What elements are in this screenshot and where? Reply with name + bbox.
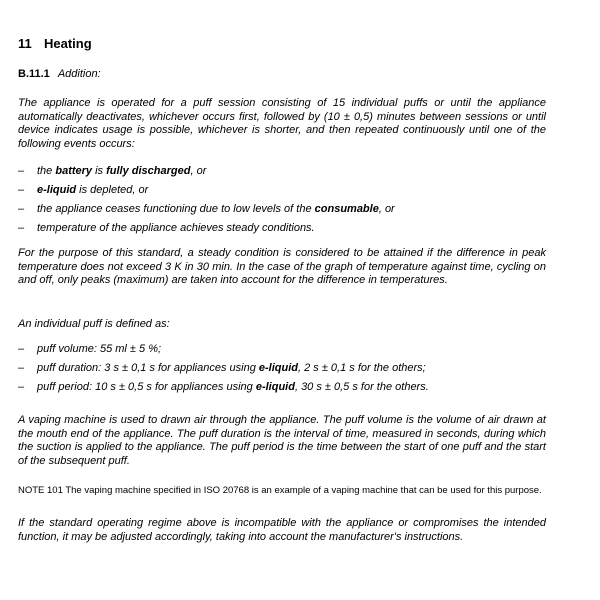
vaping-machine-paragraph: A vaping machine is used to drawn air through the appliance. The puff volume is the volume of air drawn at the mouth end of the appliance. The puff duration is the interval of time, measured in seconds, during which the suction is applied to the appliance. The puff period is the time between the start of one puff and the start of the subsequent puff. xyxy=(18,414,546,467)
clause-heading xyxy=(18,68,101,80)
list-dash: – xyxy=(18,381,25,393)
puff-definition-intro: An individual puff is defined as: xyxy=(18,318,170,330)
section-number: 11 xyxy=(18,36,32,51)
list-dash: – xyxy=(18,343,25,355)
steady-condition-paragraph: For the purpose of this standard, a steady condition is considered to be attained if the difference in peak temperature does not exceed 3 K in 30 min. In the case of the graph of temperature against time, cycling on and off, only peaks (maximum) are taken into account for the difference in temperatures. xyxy=(18,247,546,286)
note-101: NOTE 101 The vaping machine specified in ISO 20768 is an example of a vaping machine that can be used for this purpose. xyxy=(18,485,542,496)
list-dash: – xyxy=(18,222,25,234)
section-heading xyxy=(18,36,92,51)
list-dash: – xyxy=(18,165,25,177)
list-dash: – xyxy=(18,203,25,215)
list-dash: – xyxy=(18,362,25,374)
clause-label: Addition: xyxy=(57,68,101,80)
operation-paragraph: The appliance is operated for a puff session consisting of 15 individual puffs or until the appliance automatically deactivates, whichever occurs first, followed by (10 ± 0,5) minutes between sessions or until device indicates usage is possible, whichever is shorter, and then repeated continuously until one of the following events occurs: xyxy=(18,97,546,150)
list-dash: – xyxy=(18,184,25,196)
section-title: Heating xyxy=(44,36,92,51)
operating-regime-paragraph: If the standard operating regime above is incompatible with the appliance or compromises the intended function, it may be adjusted accordingly, taking into account the manufacturer's instructions. xyxy=(18,517,546,543)
clause-code: B.11.1 xyxy=(18,68,50,80)
